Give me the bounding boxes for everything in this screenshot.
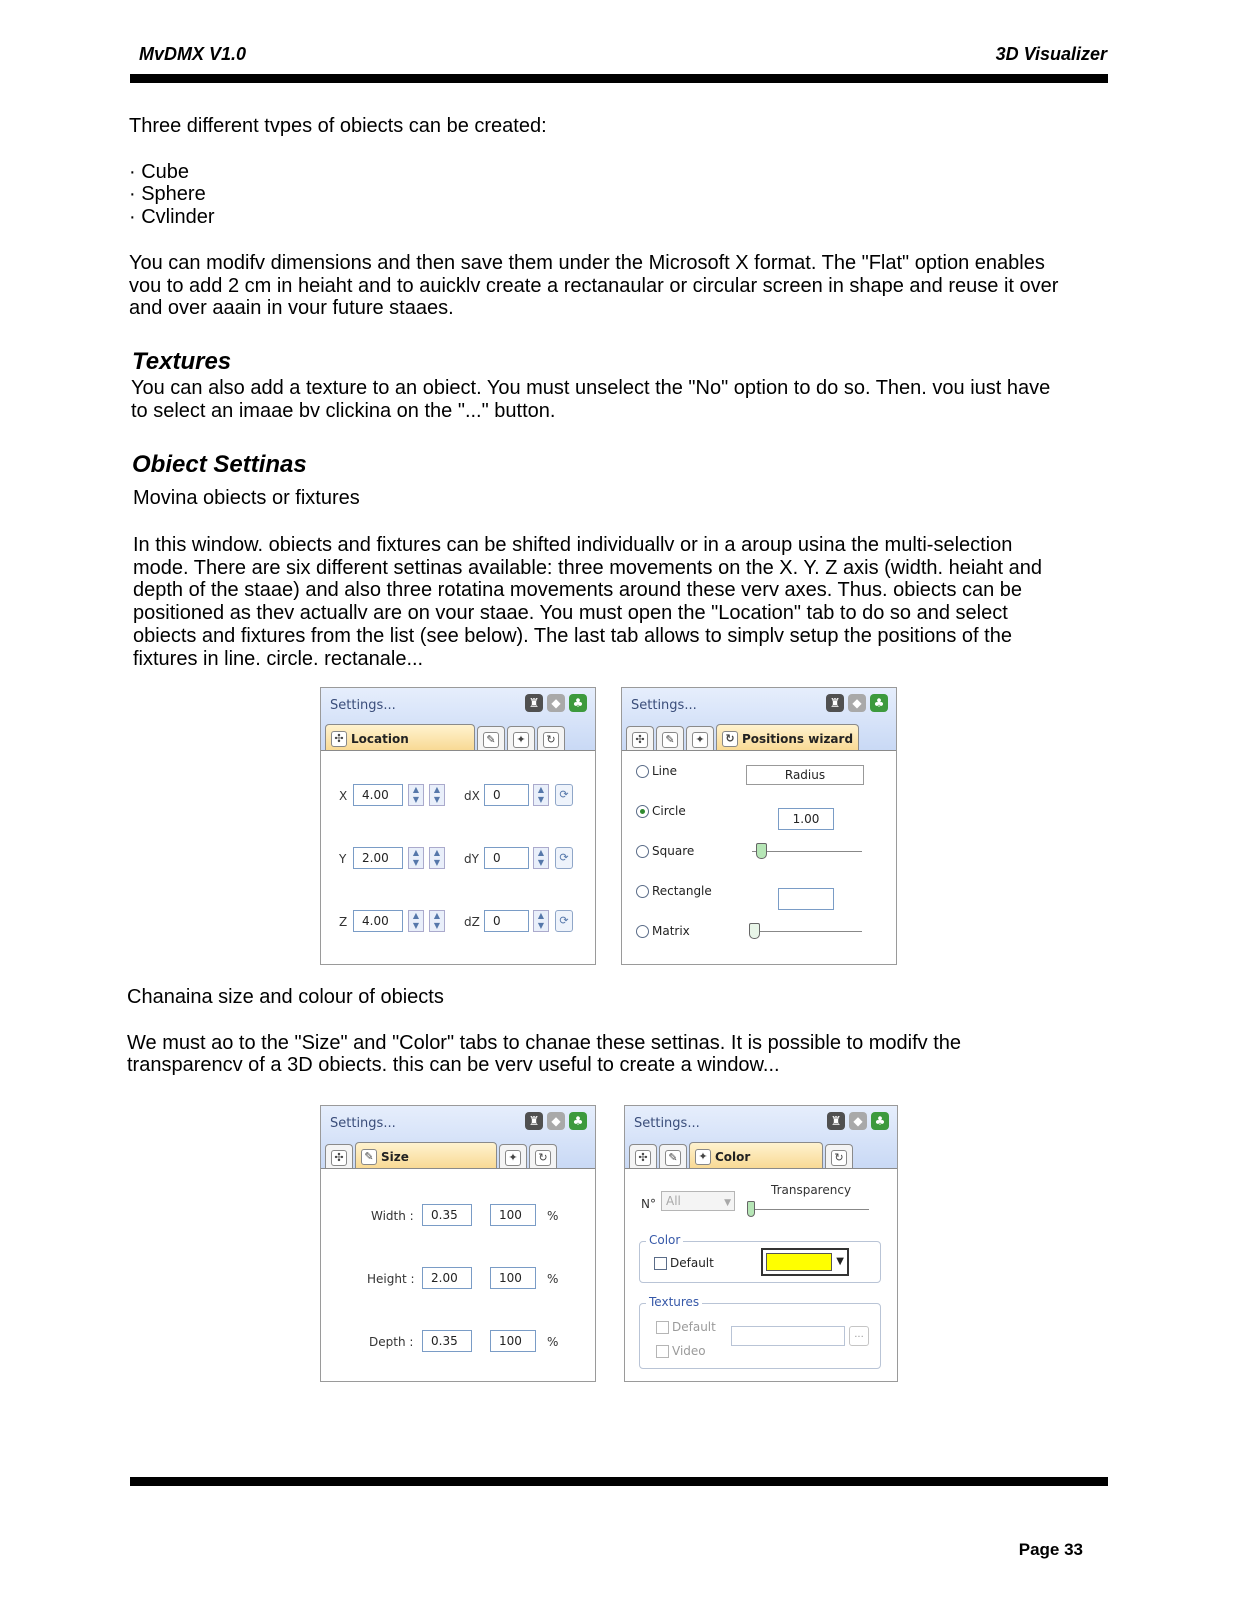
top-rule	[130, 74, 1108, 83]
header-right: 3D Visualizer	[995, 44, 1107, 64]
textures-group-title: Textures	[646, 1295, 702, 1309]
bottom-rule	[130, 1477, 1108, 1486]
group-icon[interactable]: ♣	[569, 1112, 587, 1130]
number-select-value: All	[666, 1194, 681, 1208]
tab-location[interactable]	[629, 1144, 657, 1170]
ruler-icon: ✎	[662, 732, 678, 748]
object-para-line: mode. There are six different settinas available: three movements on the X. Y. Z axis (width. heiaht and	[133, 557, 1043, 579]
intro-para-line: vou to add 2 cm in heiaht and to auicklv create a rectanaular or circular screen in shape and reuse it over	[129, 275, 1059, 297]
page-number: Page 33	[1018, 1540, 1083, 1559]
dx-label: dX	[464, 789, 480, 803]
paint-icon: ✦	[505, 1150, 521, 1166]
tab-color[interactable]	[507, 726, 535, 752]
intro-para-line: and over aaain in vour future staaes.	[129, 297, 454, 319]
checkbox-label: Video	[672, 1344, 706, 1358]
rotate-icon: ↻	[831, 1150, 847, 1166]
rotate-icon: ↻	[543, 732, 559, 748]
bullet-cube: · Cube	[129, 161, 190, 183]
fixture-icon[interactable]: ♜	[525, 694, 543, 712]
radio-label: Circle	[652, 804, 686, 818]
dx-spinner[interactable]: ▲ ▼	[533, 784, 549, 806]
radio-label: Line	[652, 764, 678, 778]
tab-positions-wizard[interactable]	[716, 724, 859, 752]
y-spinner[interactable]: ▲ ▼	[408, 847, 424, 869]
textures-para-line: to select an imaae bv clickina on the "..." button.	[131, 400, 556, 422]
browse-button[interactable]: ...	[849, 1326, 869, 1346]
changing-para-line: We must ao to the "Size" and "Color" tabs to chanae these settinas. It is possible to modifv the	[127, 1032, 962, 1054]
textures-group	[639, 1295, 881, 1369]
radio-line[interactable]	[636, 764, 677, 778]
ruler-icon: ✎	[483, 732, 499, 748]
dialog-title: Settings...	[330, 698, 396, 713]
texture-path-input[interactable]	[731, 1326, 845, 1346]
checkbox-box	[656, 1345, 669, 1358]
tab-label: Positions wizard	[742, 731, 854, 746]
object-para-line: fixtures in line. circle. rectanale...	[133, 648, 424, 670]
x-spinner-fine[interactable]: ▲ ▼	[429, 784, 445, 806]
number-label: N°	[641, 1197, 656, 1211]
fixture-icon[interactable]: ♜	[525, 1112, 543, 1130]
group-icon[interactable]: ♣	[871, 1112, 889, 1130]
rotate-x-icon[interactable]: ⟳	[555, 784, 573, 806]
axes-icon: ✣	[331, 731, 347, 747]
size-dialog	[320, 1105, 596, 1382]
dz-label: dZ	[464, 915, 480, 929]
rotate-icon: ↻	[722, 731, 738, 747]
depth-percent-input[interactable]: 100	[490, 1330, 536, 1352]
texture-default-checkbox[interactable]	[656, 1320, 716, 1334]
cube-icon[interactable]: ◆	[547, 694, 565, 712]
tab-color[interactable]	[689, 1142, 823, 1170]
checkbox-box	[654, 1257, 667, 1270]
tab-size[interactable]	[659, 1144, 687, 1170]
location-dialog	[320, 687, 596, 965]
percent-unit: %	[547, 1209, 559, 1223]
paint-icon: ✦	[692, 732, 708, 748]
transparency-slider-track	[751, 1209, 869, 1210]
tab-wizard[interactable]	[529, 1144, 557, 1170]
dy-spinner[interactable]: ▲ ▼	[533, 847, 549, 869]
transparency-slider-thumb[interactable]	[747, 1201, 755, 1217]
tab-size[interactable]	[656, 726, 684, 752]
height-percent-input[interactable]: 100	[490, 1267, 536, 1289]
radio-circle-icon	[636, 845, 649, 858]
moving-subheading: Movina obiects or fixtures	[133, 487, 360, 509]
color-group-title: Color	[646, 1233, 683, 1247]
radio-label: Square	[652, 844, 695, 858]
chevron-down-icon: ▼	[724, 1198, 731, 1208]
z-input[interactable]: 4.00	[353, 910, 403, 932]
x-spinner[interactable]: ▲ ▼	[408, 784, 424, 806]
intro-para-line: You can modifv dimensions and then save them under the Microsoft X format. The "Flat" option enables	[129, 252, 1045, 274]
transparency-label: Transparency	[771, 1183, 852, 1197]
group-icon[interactable]: ♣	[870, 694, 888, 712]
secondary-slider-track	[752, 931, 862, 932]
checkbox-label: Default	[672, 1320, 716, 1334]
x-input[interactable]: 4.00	[353, 784, 403, 806]
tab-location[interactable]	[325, 1144, 353, 1170]
z-spinner-fine[interactable]: ▲ ▼	[429, 910, 445, 932]
radio-circle-icon	[636, 805, 649, 818]
z-label: Z	[339, 915, 348, 929]
x-label: X	[339, 789, 348, 803]
intro-line: Three different tvpes of obiects can be created:	[129, 115, 547, 137]
paint-icon: ✦	[513, 732, 529, 748]
object-para-line: obiects and fixtures from the list (see below). The last tab allows to simplv setup the positions of the	[133, 625, 1012, 647]
textures-heading: Textures	[132, 348, 232, 375]
radio-matrix[interactable]	[636, 924, 690, 938]
rotate-icon: ↻	[535, 1150, 551, 1166]
number-select[interactable]	[661, 1191, 735, 1211]
rotate-y-icon[interactable]: ⟳	[555, 847, 573, 869]
tab-wizard[interactable]	[537, 726, 565, 752]
textures-para-line: You can also add a texture to an obiect. You must unselect the "No" option to do so. Then. vou iust have	[131, 377, 1051, 399]
ruler-icon: ✎	[361, 1149, 377, 1165]
color-default-checkbox[interactable]	[654, 1256, 714, 1270]
cube-icon[interactable]: ◆	[848, 694, 866, 712]
color-picker[interactable]	[761, 1248, 849, 1276]
y-spinner-fine[interactable]: ▲ ▼	[429, 847, 445, 869]
changing-subheading: Chanaina size and colour of obiects	[127, 986, 444, 1008]
header-left: MvDMX V1.0	[139, 44, 247, 64]
width-label: Width :	[371, 1209, 414, 1223]
radio-rectangle[interactable]	[636, 884, 712, 898]
secondary-input[interactable]	[778, 888, 834, 910]
radius-slider-thumb[interactable]	[756, 843, 767, 859]
radio-circle-icon	[636, 925, 649, 938]
checkbox-label: Default	[670, 1256, 714, 1270]
positions-wizard-dialog	[621, 687, 897, 965]
axes-icon: ✣	[635, 1150, 651, 1166]
dialog-title: Settings...	[634, 1116, 700, 1131]
dy-label: dY	[464, 852, 479, 866]
dialog-body	[321, 750, 595, 964]
radio-label: Matrix	[652, 924, 690, 938]
radio-square[interactable]	[636, 844, 694, 858]
tab-color[interactable]	[686, 726, 714, 752]
tab-label: Size	[381, 1149, 409, 1164]
fixture-icon[interactable]: ♜	[827, 1112, 845, 1130]
object-para-line: depth of the staae) and also three rotatina movements around these verv axes. Thus. obiects can be	[133, 579, 1023, 601]
rotate-z-icon[interactable]: ⟳	[555, 910, 573, 932]
radio-circle[interactable]	[636, 804, 686, 818]
cube-icon[interactable]: ◆	[849, 1112, 867, 1130]
percent-unit: %	[547, 1272, 559, 1286]
width-input[interactable]: 0.35	[422, 1204, 472, 1226]
y-label: Y	[339, 852, 347, 866]
object-settings-heading: Obiect Settinas	[132, 451, 307, 478]
height-label: Height :	[367, 1272, 415, 1286]
tab-size[interactable]	[355, 1142, 497, 1170]
changing-para-line: transparencv of a 3D obiects. this can be verv useful to create a window...	[127, 1054, 780, 1076]
dx-input[interactable]: 0	[484, 784, 529, 806]
dialog-body	[321, 1168, 595, 1381]
object-para-line: In this window. obiects and fixtures can be shifted individuallv or in a aroup usina the multi-selection	[133, 534, 1013, 556]
bullet-cylinder: · Cvlinder	[129, 206, 215, 228]
dz-input[interactable]: 0	[484, 910, 529, 932]
dz-spinner[interactable]: ▲ ▼	[533, 910, 549, 932]
tab-label: Color	[715, 1149, 751, 1164]
radius-slider-track	[752, 851, 862, 852]
depth-input[interactable]: 0.35	[422, 1330, 472, 1352]
dialog-body	[622, 750, 896, 964]
tab-location[interactable]	[325, 724, 475, 752]
radius-input[interactable]: 1.00	[778, 808, 834, 830]
tab-color[interactable]	[499, 1144, 527, 1170]
fixture-icon[interactable]: ♜	[826, 694, 844, 712]
group-icon[interactable]: ♣	[569, 694, 587, 712]
ruler-icon: ✎	[665, 1150, 681, 1166]
paint-icon: ✦	[695, 1149, 711, 1165]
tab-wizard[interactable]	[825, 1144, 853, 1170]
bullet-sphere: · Sphere	[129, 183, 206, 205]
width-percent-input[interactable]: 100	[490, 1204, 536, 1226]
cube-icon[interactable]: ◆	[547, 1112, 565, 1130]
tab-location[interactable]	[626, 726, 654, 752]
object-para-line: positioned as thev actuallv are on vour staae. You must open the "Location" tab to do so and select	[133, 602, 1008, 624]
color-dialog	[624, 1105, 898, 1382]
percent-unit: %	[547, 1335, 559, 1349]
color-group	[639, 1233, 881, 1283]
texture-video-checkbox[interactable]	[656, 1344, 706, 1358]
z-spinner[interactable]: ▲ ▼	[408, 910, 424, 932]
dy-input[interactable]: 0	[484, 847, 529, 869]
color-swatch	[766, 1253, 832, 1271]
tab-label: Location	[351, 731, 409, 746]
dialog-body	[625, 1168, 897, 1381]
radio-circle-icon	[636, 765, 649, 778]
radio-circle-icon	[636, 885, 649, 898]
radius-label-box: Radius	[746, 765, 864, 785]
checkbox-box	[656, 1321, 669, 1334]
dialog-title: Settings...	[631, 698, 697, 713]
radio-label: Rectangle	[652, 884, 712, 898]
depth-label: Depth :	[369, 1335, 414, 1349]
axes-icon: ✣	[632, 732, 648, 748]
tab-size[interactable]	[477, 726, 505, 752]
axes-icon: ✣	[331, 1150, 347, 1166]
dialog-title: Settings...	[330, 1116, 396, 1131]
secondary-slider-thumb[interactable]	[749, 923, 760, 939]
height-input[interactable]: 2.00	[422, 1267, 472, 1289]
chevron-down-icon: ▼	[836, 1256, 844, 1267]
y-input[interactable]: 2.00	[353, 847, 403, 869]
